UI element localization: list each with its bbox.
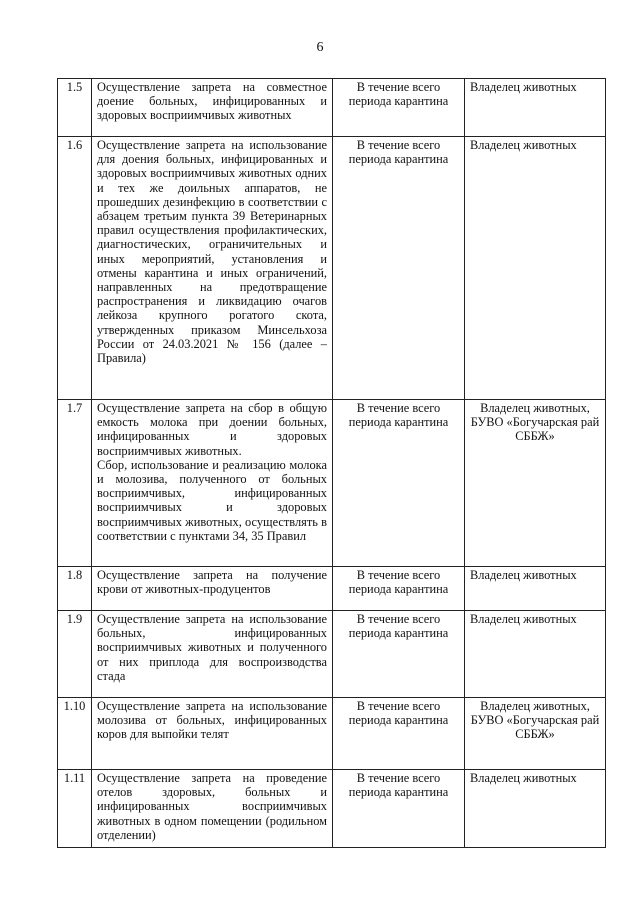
row-number: 1.5 [58,79,92,137]
measure-cell [92,400,333,567]
table-row [58,698,606,770]
period-cell: В течение всего периода карантина [333,79,465,137]
row-number: 1.6 [58,137,92,400]
measure-cell [92,79,333,137]
responsible-cell: Владелец животных [465,611,606,698]
table-row [58,79,606,137]
row-number: 1.11 [58,770,92,848]
table-row [58,770,606,848]
responsible-cell: Владелец животных, БУВО «Богучарская рай СББЖ» [465,400,606,567]
measure-cell [92,770,333,848]
measure-text: Осуществление запрета на использование для доения больных, инфицированных и здоровых восприимчивых животных одних и тех же доильных аппаратов, не прошедших дезинфекцию в соответствии с абзацем третьим пункта 39 Ветеринарных правил осуществления профилактических, диагностических, ограничительных и иных мероприятий, установления и отмены карантина и иных ограничений, направленных на предотвращение распространения и ликвидацию очагов лейкоза крупного рогатого скота, утвержденных приказом Минсельхоза России от 24.03.2021 № 156 (далее – Правила) [97,138,327,366]
measure-cell [92,567,333,611]
measure-text: Осуществление запрета на совместное доение больных, инфицированных и здоровых восприимчивых животных [97,80,327,123]
period-cell: В течение всего периода карантина [333,611,465,698]
period-cell: В течение всего периода карантина [333,567,465,611]
table-row [58,400,606,567]
period-cell: В течение всего периода карантина [333,770,465,848]
row-number: 1.10 [58,698,92,770]
table-row [58,611,606,698]
period-cell: В течение всего периода карантина [333,400,465,567]
measure-text: Осуществление запрета на получение крови от животных-продуцентов [97,568,327,597]
measure-cell [92,611,333,698]
table-row [58,567,606,611]
row-number: 1.7 [58,400,92,567]
page-number: 6 [316,40,324,55]
measure-text: Сбор, использование и реализацию молока и молозива, полученного от больных восприимчивых, инфицированных восприимчивых и здоровых восприимчивых животных, осуществлять в соответствии с пунктами 34, 35 Правил [97,457,327,543]
responsible-cell: Владелец животных [465,79,606,137]
measure-text: Осуществление запрета на проведение отелов здоровых, больных и инфицированных восприимчивых животных в одном помещении (родильном отделении) [97,771,327,842]
period-cell: В течение всего периода карантина [333,137,465,400]
responsible-cell: Владелец животных [465,137,606,400]
row-number: 1.8 [58,567,92,611]
measure-text: Осуществление запрета на использование молозива от больных, инфицированных коров для выпойки телят [97,699,327,742]
measures-table [57,78,606,848]
period-cell: В течение всего периода карантина [333,698,465,770]
row-number: 1.9 [58,611,92,698]
responsible-cell: Владелец животных [465,567,606,611]
table-row [58,137,606,400]
responsible-cell: Владелец животных [465,770,606,848]
measure-text: Осуществление запрета на сбор в общую емкость молока при доении больных, инфицированных и здоровых восприимчивых животных. [97,401,327,458]
responsible-cell: Владелец животных, БУВО «Богучарская рай СББЖ» [465,698,606,770]
measure-text: Осуществление запрета на использование больных, инфицированных восприимчивых животных и полученного от них приплода для воспроизводства стада [97,612,327,683]
measure-cell [92,137,333,400]
measure-cell [92,698,333,770]
